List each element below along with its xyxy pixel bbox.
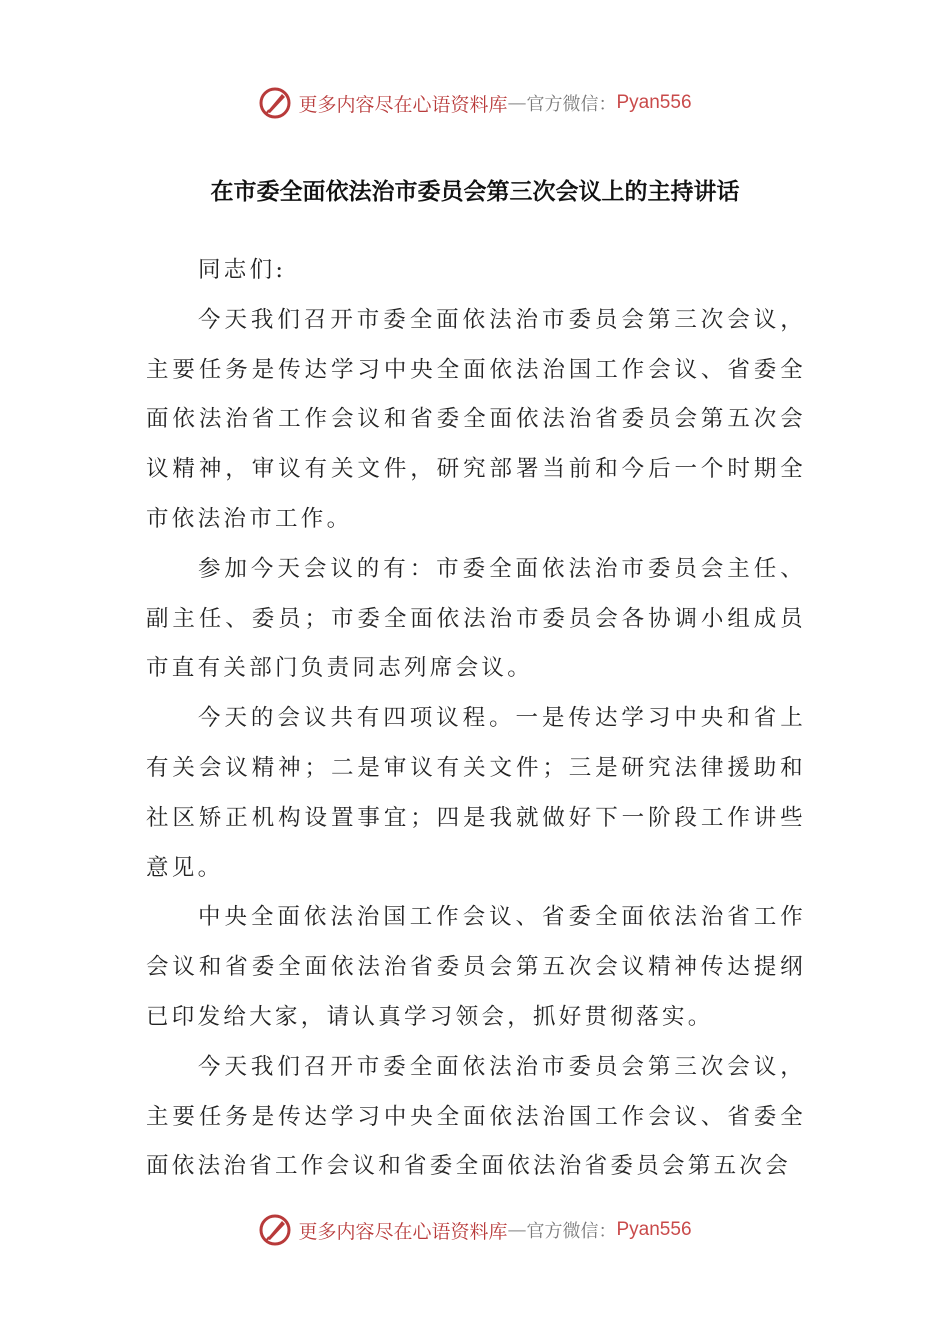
watermark-main-text: 更多内容尽在心语资料库 bbox=[298, 1220, 508, 1243]
watermark-wechat-id: Pyan556 bbox=[616, 92, 692, 113]
watermark-label: 官方微信： bbox=[526, 1221, 617, 1242]
paragraph: 今天的会议共有四项议程。一是传达学习中央和省上有关会议精神；二是审议有关文件；三是研究法律援助和社区矫正机构设置事宜；四是我就做好下一阶段工作讲些意见。 bbox=[146, 705, 806, 881]
document-body bbox=[146, 246, 806, 1192]
watermark-main-text: 更多内容尽在心语资料库 bbox=[298, 93, 508, 116]
watermark-wechat-id: Pyan556 bbox=[616, 1219, 692, 1240]
paragraph: 参加今天会议的有：市委全面依法治市委员会主任、副主任、委员；市委全面依法治市委员会各协调小组成员市直有关部门负责同志列席会议。 bbox=[146, 555, 806, 682]
watermark-banner-top bbox=[0, 83, 950, 123]
paragraph-salutation: 同志们: bbox=[198, 257, 287, 283]
paragraph: 今天我们召开市委全面依法治市委员会第三次会议，主要任务是传达学习中央全面依法治国工作会议、省委全面依法治省工作会议和省委全面依法治省委员会第五次会议精神，审议有关文件，研究部署当前和今后一个时期全市依法治市工作。 bbox=[146, 306, 806, 532]
watermark-separator: — bbox=[507, 92, 527, 114]
watermark-banner-bottom bbox=[0, 1210, 950, 1250]
watermark-separator: — bbox=[507, 1219, 527, 1241]
quill-pen-logo-icon bbox=[258, 86, 292, 120]
document-title: 在市委全面依法治市委员会第三次会议上的主持讲话 bbox=[210, 178, 740, 205]
paragraph: 中央全面依法治国工作会议、省委全面依法治省工作会议和省委全面依法治省委员会第五次会议精神传达提纲已印发给大家，请认真学习领会，抓好贯彻落实。 bbox=[146, 904, 806, 1030]
paragraph: 今天我们召开市委全面依法治市委员会第三次会议，主要任务是传达学习中央全面依法治国工作会议、省委全面依法治省工作会议和省委全面依法治省委员会第五次会 bbox=[146, 1053, 806, 1180]
quill-pen-logo-icon bbox=[258, 1213, 292, 1247]
watermark-label: 官方微信： bbox=[526, 94, 617, 115]
